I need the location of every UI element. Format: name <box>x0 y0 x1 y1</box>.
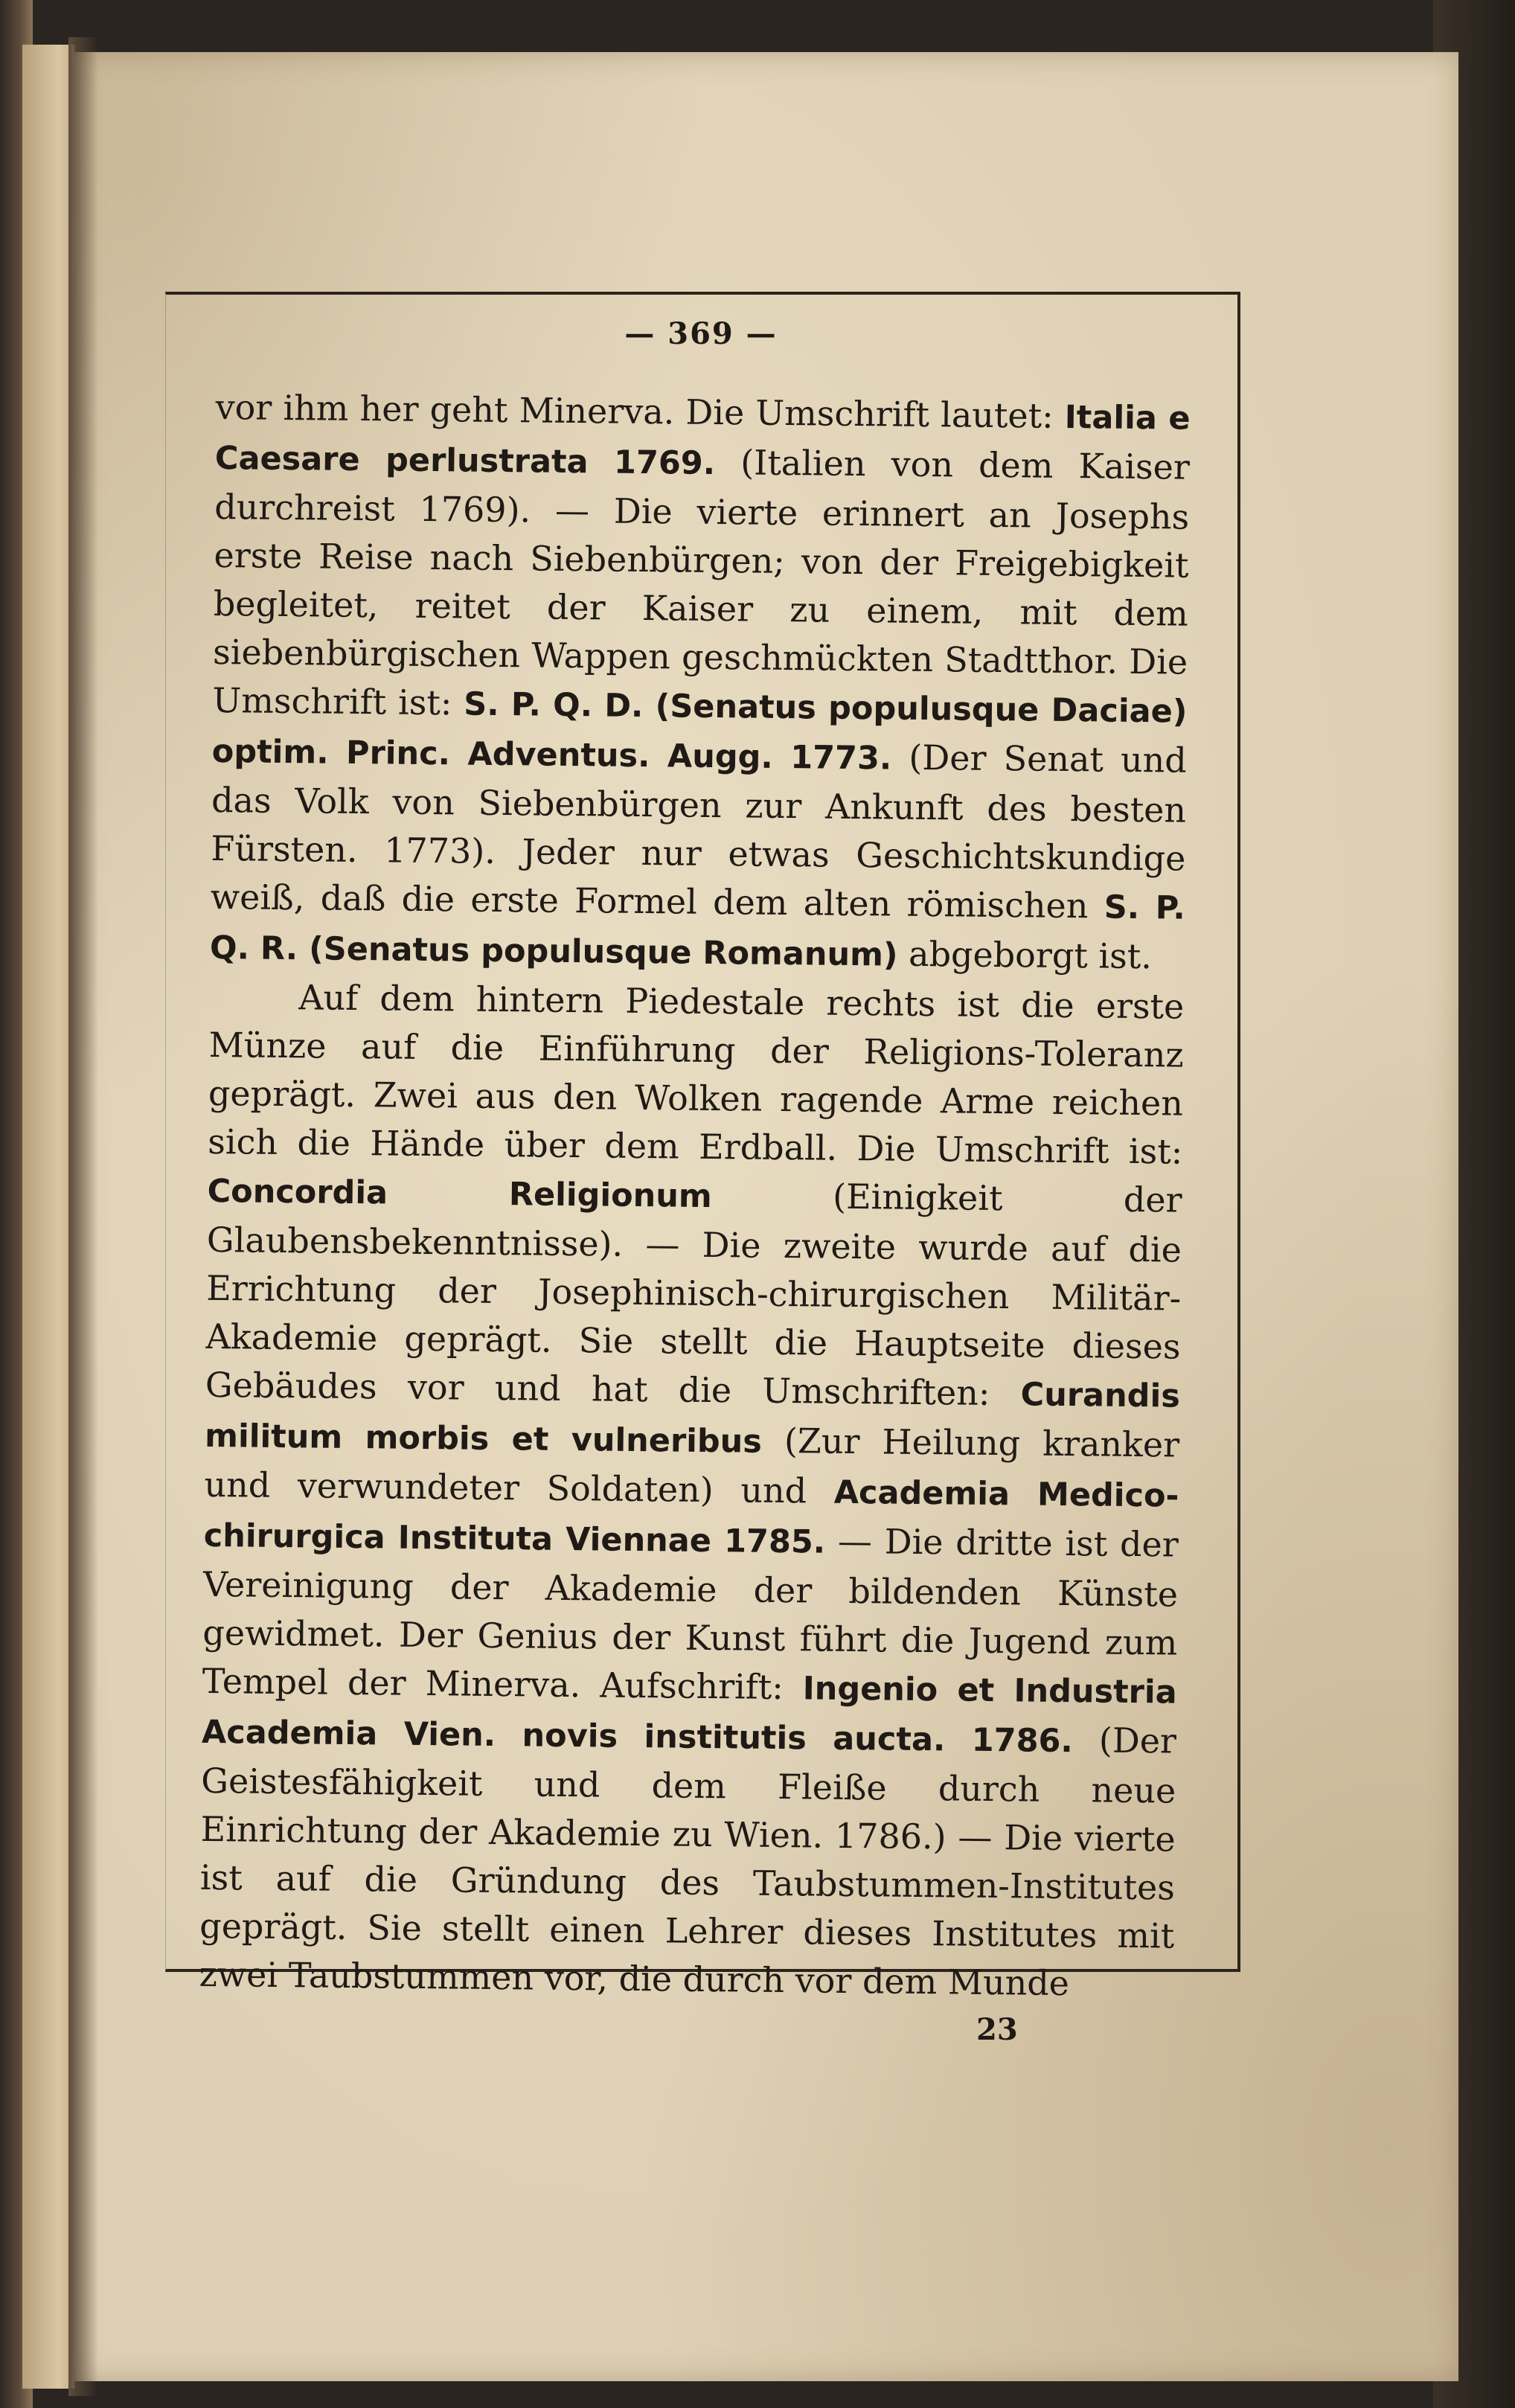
latin-inscription-2: S. P. Q. D. (Senatus populusque Daciae) optim. Princ. Adventus. Augg. 1773. <box>211 685 1188 778</box>
page-number-header: — 369 — <box>624 316 778 351</box>
paragraph-2-text-1: Auf dem hintern Piedestale rechts ist die erste Münze auf die Einführung der Religions-Toleranz geprägt. Zwei aus den Wolken ragende Arme reichen sich die Hände über dem Erdball. Die Umschrift ist: <box>208 977 1185 1172</box>
paragraph-1 <box>210 383 1191 983</box>
latin-inscription-5: Curandis militum morbis et vulneribus <box>204 1376 1181 1461</box>
paragraph-2-text-4: — Die dritte ist der Vereinigung der Akademie der bildenden Künste gewidmet. Der Genius der Kunst führt die Jugend zum Tempel der Minerva. Aufschrift: <box>202 1520 1179 1708</box>
paragraph-1-text-1: vor ihm her geht Minerva. Die Umschrift lautet: <box>215 386 1066 436</box>
latin-inscription-7: Ingenio et Industria Academia Vien. novis institutis aucta. 1786. <box>201 1670 1177 1761</box>
paragraph-2-text-5: (Der Geistesfähigkeit und dem Fleiße durch neue Einrichtung der Akademie zu Wien. 1786.) — Die vierte ist auf die Gründung des Taubstummen-Institutes geprägt. Sie stellt einen Lehrer dieses Institutes mit zwei Taubstummen vor, die durch vor dem Munde <box>199 1720 1177 2004</box>
signature-mark: 23 <box>976 2012 1018 2047</box>
gutter-shadow <box>68 37 98 2396</box>
facing-page-edge <box>22 45 74 2389</box>
paragraph-1-text-4: abgeborgt ist. <box>897 933 1153 977</box>
page-body-text <box>199 383 1191 2009</box>
latin-inscription-3: S. P. Q. R. (Senatus populusque Romanum) <box>209 888 1185 974</box>
paragraph-2 <box>199 973 1184 2009</box>
paragraph-2-text-3: (Zur Heilung kranker und verwundeter Soldaten) und <box>204 1420 1180 1511</box>
paragraph-1-text-3: (Der Senat und das Volk von Siebenbürgen zur Ankunft des besten Fürsten. 1773). Jeder nur etwas Geschichtskundige weiß, daß die erste Formel dem alten römischen <box>210 737 1188 926</box>
paragraph-1-text-2: (Italien von dem Kaiser durchreist 1769). — Die vierte erinnert an Josephs erste Reise nach Siebenbürgen; von der Freigebigkeit begleitet, reitet der Kaiser zu einem, mit dem siebenbürgischen Wappen geschmückten Stadtthor. Die Umschrift ist: <box>212 442 1191 723</box>
paragraph-2-text-2: (Einigkeit der Glaubensbekenntnisse). — Die zweite wurde auf die Errichtung der Josephinisch-chirurgischen Militär-Akademie geprägt. Sie stellt die Hauptseite dieses Gebäudes vor und hat die Umschriften: <box>205 1175 1182 1414</box>
latin-inscription-6: Academia Medico-chirurgica Instituta Viennae 1785. <box>203 1473 1179 1561</box>
latin-inscription-1: Italia e Caesare perlustrata 1769. <box>214 398 1191 483</box>
latin-inscription-4: Concordia Religionum <box>207 1172 712 1216</box>
